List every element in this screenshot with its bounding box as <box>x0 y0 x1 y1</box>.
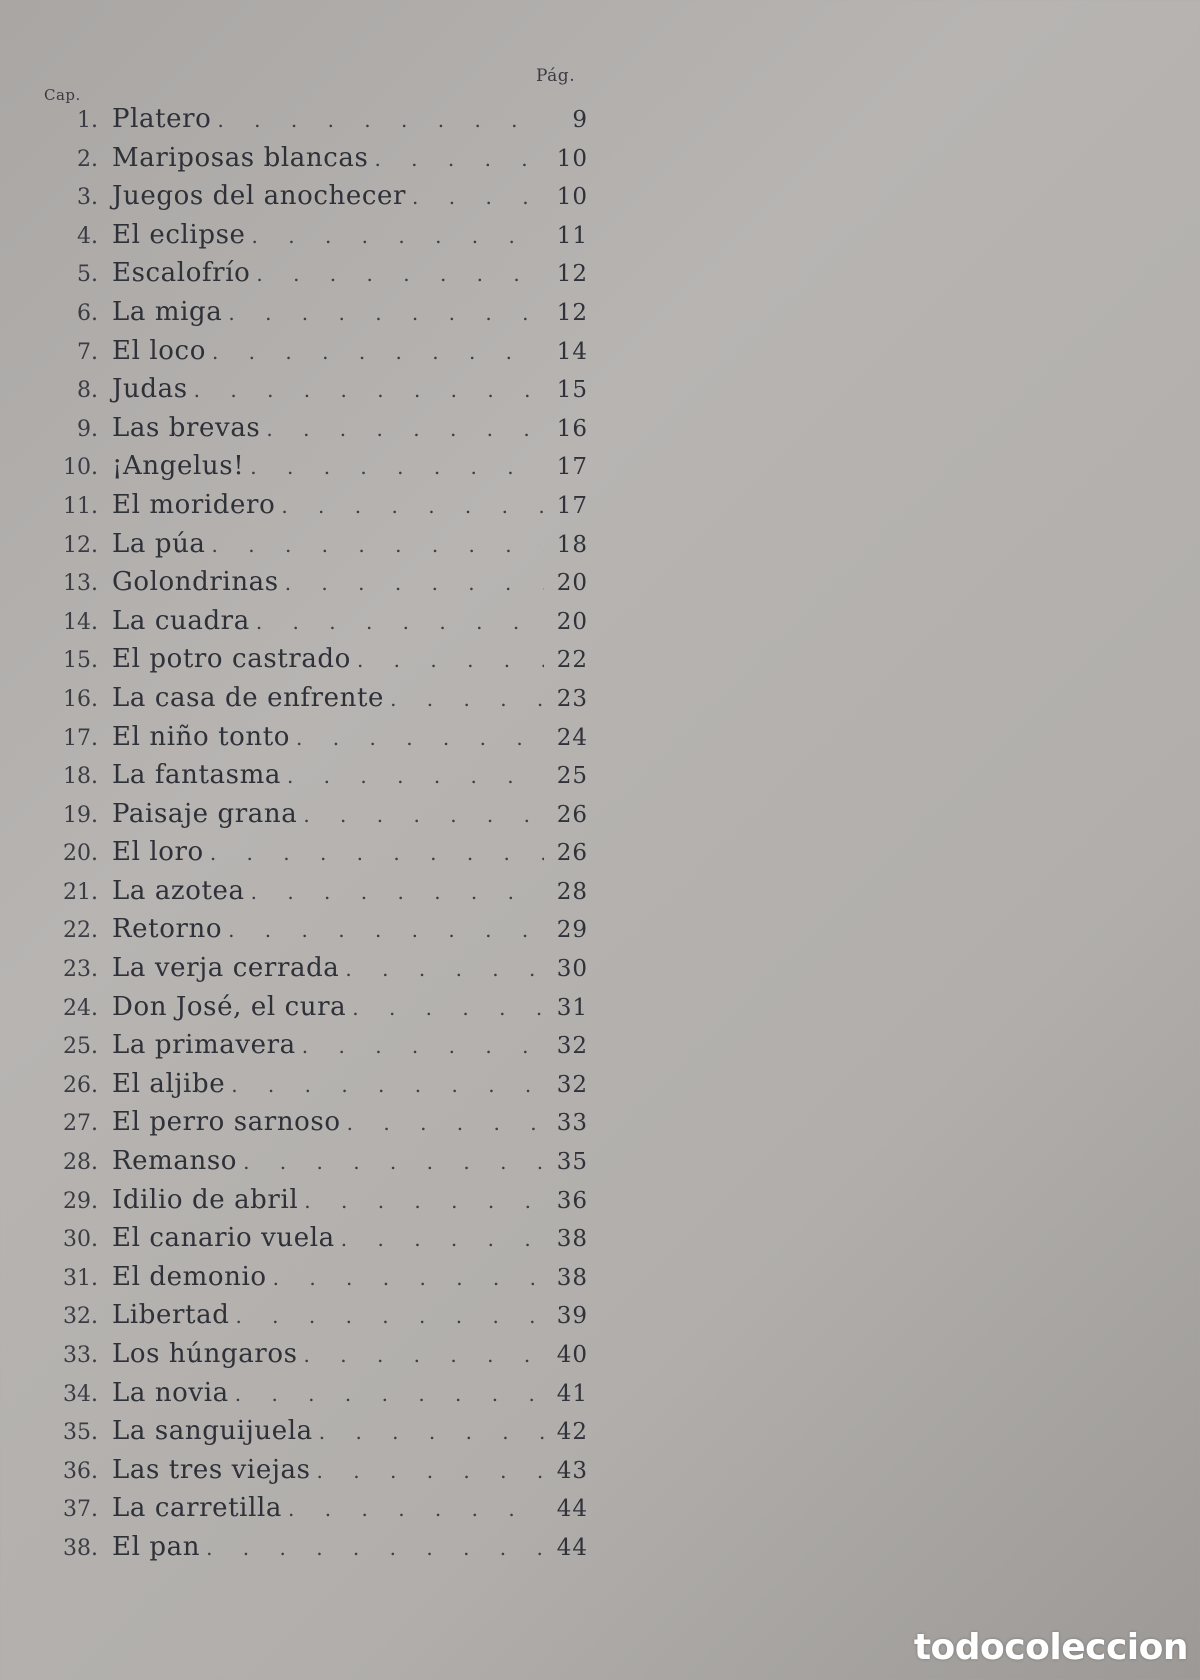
toc-entry <box>28 374 588 413</box>
dot-leader <box>235 1304 544 1328</box>
dot-leader <box>212 533 544 557</box>
dot-leader <box>252 224 544 248</box>
page-number: 17 <box>556 454 588 481</box>
chapter-title: Retorno <box>112 914 223 945</box>
page-number: 36 <box>556 1187 588 1214</box>
page-number: 30 <box>556 956 588 983</box>
chapter-title: Libertad <box>112 1300 230 1331</box>
dot-leader <box>352 996 544 1020</box>
toc-entry <box>28 722 588 761</box>
chapter-title: Golondrinas <box>112 567 279 598</box>
chapter-title: El loco <box>112 335 206 366</box>
dot-leader <box>302 1034 544 1058</box>
chapter-number: 3. <box>77 185 98 211</box>
chapter-number: 11. <box>63 493 98 519</box>
chapter-title: El potro castrado <box>112 644 351 675</box>
toc-entry <box>28 258 588 297</box>
toc-entry <box>28 451 588 490</box>
chapter-title: La carretilla <box>112 1493 283 1524</box>
toc-entry <box>28 490 588 529</box>
chapter-number: 5. <box>77 262 98 288</box>
page-number: 40 <box>556 1342 588 1368</box>
chapter-number: 8. <box>77 378 98 404</box>
dot-leader <box>228 301 544 325</box>
page-number: 12 <box>556 299 588 326</box>
dot-leader <box>256 262 544 286</box>
dot-leader <box>231 1073 544 1097</box>
chapter-number: 31. <box>63 1265 98 1291</box>
chapter-title: Escalofrío <box>112 258 251 289</box>
dot-leader <box>243 1150 544 1174</box>
page-number: 29 <box>556 917 588 944</box>
dot-leader <box>357 648 544 672</box>
page-number: 10 <box>556 145 588 172</box>
dot-leader <box>266 417 544 441</box>
chapter-title: Platero <box>112 104 212 134</box>
page-number: 41 <box>556 1380 588 1407</box>
page-number: 39 <box>556 1303 588 1330</box>
page-number: 28 <box>556 878 588 905</box>
page-number: 42 <box>556 1419 588 1446</box>
left-toc-list <box>28 104 588 1571</box>
chapter-number: 21. <box>63 879 98 905</box>
chapter-title: El niño tonto <box>112 721 291 752</box>
page-number: 26 <box>556 840 588 867</box>
page-number: 17 <box>556 492 588 519</box>
chapter-title: La sanguijuela <box>112 1416 313 1447</box>
chapter-title: La fantasma <box>112 760 281 791</box>
chapter-number: 26. <box>63 1072 98 1098</box>
chapter-number: 2. <box>77 146 98 172</box>
dot-leader <box>288 1497 544 1521</box>
page-number: 12 <box>556 261 588 288</box>
dot-leader <box>304 1189 544 1213</box>
toc-entry <box>28 1493 588 1532</box>
chapter-number: 23. <box>63 957 98 983</box>
toc-entry <box>28 1069 588 1108</box>
chapter-title: El pan <box>112 1531 201 1562</box>
chapter-number: 6. <box>77 300 98 326</box>
page-number: 10 <box>556 184 588 211</box>
dot-leader <box>206 1536 544 1560</box>
toc-entry <box>28 876 588 915</box>
toc-entry <box>28 1146 588 1185</box>
chapter-number: 18. <box>63 764 98 790</box>
toc-entry <box>28 1262 588 1301</box>
chapter-title: Las brevas <box>112 412 261 443</box>
page-number: 38 <box>556 1226 588 1253</box>
chapter-title: El aljibe <box>112 1068 226 1099</box>
chapter-title: La miga <box>112 296 223 327</box>
chapter-number: 29. <box>63 1188 98 1214</box>
page-number: 16 <box>556 415 588 442</box>
chapter-number: 27. <box>63 1111 98 1137</box>
chapter-title: La verja cerrada <box>112 953 340 984</box>
dot-leader <box>303 803 544 827</box>
chapter-title: El demonio <box>112 1261 267 1292</box>
left-cap-header: Cap. <box>44 86 81 104</box>
chapter-number: 12. <box>63 532 98 558</box>
chapter-number: 10. <box>63 455 98 481</box>
toc-entry <box>28 1378 588 1417</box>
left-pag-header: Pág. <box>536 66 576 86</box>
dot-leader <box>194 378 544 402</box>
chapter-number: 4. <box>77 223 98 249</box>
chapter-number: 33. <box>63 1343 98 1368</box>
page-number: 9 <box>572 107 588 133</box>
chapter-title: La púa <box>112 528 206 559</box>
toc-entry <box>28 683 588 722</box>
chapter-number: 7. <box>77 339 98 365</box>
page-number: 38 <box>556 1264 588 1291</box>
page-number: 23 <box>556 685 588 712</box>
chapter-number: 34. <box>63 1381 98 1407</box>
chapter-title: La primavera <box>112 1030 296 1061</box>
toc-entry <box>28 181 588 220</box>
toc-entry <box>28 1030 588 1069</box>
chapter-number: 13. <box>63 571 98 597</box>
chapter-title: Idilio de abril <box>112 1184 299 1215</box>
page-number: 20 <box>556 608 588 635</box>
chapter-title: El perro sarnoso <box>112 1107 341 1138</box>
chapter-number: 30. <box>63 1227 98 1253</box>
page-number: 33 <box>556 1110 588 1137</box>
chapter-number: 28. <box>63 1150 98 1176</box>
dot-leader <box>304 1343 544 1367</box>
toc-entry <box>28 220 588 259</box>
chapter-title: El moridero <box>112 489 276 520</box>
toc-entry <box>28 1339 588 1378</box>
page-number: 22 <box>556 647 588 674</box>
toc-entry <box>28 760 588 799</box>
toc-entry <box>28 413 588 452</box>
chapter-title: ¡Angelus! <box>112 451 245 482</box>
dot-leader <box>217 108 544 132</box>
dot-leader <box>341 1227 544 1251</box>
chapter-title: Don José, el cura <box>112 991 347 1022</box>
dot-leader <box>212 340 544 364</box>
page-number: 44 <box>556 1534 588 1561</box>
toc-entry <box>28 143 588 182</box>
dot-leader <box>287 764 544 788</box>
toc-entry <box>28 104 588 143</box>
toc-entry <box>28 1223 588 1262</box>
chapter-number: 19. <box>63 802 98 828</box>
chapter-title: La novia <box>112 1377 229 1408</box>
chapter-title: Los húngaros <box>112 1339 298 1369</box>
dot-leader <box>390 687 544 711</box>
chapter-title: El loro <box>112 837 204 868</box>
dot-leader <box>273 1266 544 1290</box>
toc-entry <box>28 953 588 992</box>
dot-leader <box>250 455 544 479</box>
page-number: 14 <box>556 338 588 365</box>
dot-leader <box>412 185 544 209</box>
toc-entry <box>28 1185 588 1224</box>
dot-leader <box>345 957 544 981</box>
chapter-title: El canario vuela <box>112 1223 335 1254</box>
toc-entry <box>28 297 588 336</box>
toc-entry <box>28 1416 588 1455</box>
chapter-title: Juegos del anochecer <box>112 181 407 212</box>
page-number: 31 <box>556 994 588 1021</box>
dot-leader <box>317 1459 544 1483</box>
chapter-number: 17. <box>63 725 98 751</box>
page-number: 24 <box>556 724 588 751</box>
chapter-number: 36. <box>63 1458 98 1484</box>
toc-entry <box>28 606 588 645</box>
page-number: 25 <box>556 763 588 790</box>
chapter-number: 14. <box>63 609 98 635</box>
page-number: 20 <box>556 570 588 597</box>
dot-leader <box>296 726 544 750</box>
toc-entry <box>28 644 588 683</box>
toc-entry <box>28 1107 588 1146</box>
toc-entry <box>28 1455 588 1494</box>
chapter-number: 37. <box>63 1497 98 1523</box>
watermark-logo: todocoleccion <box>913 1627 1188 1668</box>
dot-leader <box>285 571 544 595</box>
page-number: 11 <box>556 222 588 249</box>
toc-entry <box>28 567 588 606</box>
chapter-number: 9. <box>77 416 98 442</box>
chapter-title: La casa de enfrente <box>112 682 385 713</box>
toc-entry <box>28 336 588 375</box>
chapter-title: Las tres viejas <box>112 1454 311 1485</box>
dot-leader <box>319 1420 544 1444</box>
page-number: 35 <box>556 1149 588 1176</box>
chapter-number: 32. <box>63 1304 98 1330</box>
dot-leader <box>281 494 544 518</box>
dot-leader <box>347 1111 544 1135</box>
chapter-number: 24. <box>63 995 98 1021</box>
page-number: 15 <box>556 377 588 404</box>
toc-entry <box>28 799 588 838</box>
dot-leader <box>210 841 544 865</box>
dot-leader <box>228 918 544 942</box>
chapter-number: 15. <box>63 648 98 674</box>
page-number: 26 <box>556 801 588 828</box>
chapter-number: 16. <box>63 686 98 712</box>
chapter-title: Mariposas blancas <box>112 142 369 173</box>
chapter-title: Paisaje grana <box>112 798 298 829</box>
chapter-number: 35. <box>63 1420 98 1446</box>
toc-entry <box>28 1532 588 1571</box>
page-number: 43 <box>556 1457 588 1484</box>
page-number: 32 <box>556 1071 588 1098</box>
toc-entry <box>28 914 588 953</box>
chapter-title: La azotea <box>112 875 245 906</box>
toc-entry <box>28 1300 588 1339</box>
toc-entry <box>28 992 588 1031</box>
dot-leader <box>251 880 544 904</box>
page-number: 18 <box>556 531 588 558</box>
dot-leader <box>256 610 544 634</box>
chapter-number: 25. <box>63 1034 98 1060</box>
chapter-title: Judas <box>112 374 188 405</box>
chapter-number: 38. <box>63 1535 98 1561</box>
toc-entry <box>28 837 588 876</box>
chapter-title: Remanso <box>112 1146 238 1177</box>
chapter-number: 20. <box>63 841 98 867</box>
chapter-title: La cuadra <box>112 605 250 636</box>
dot-leader <box>374 147 544 171</box>
dot-leader <box>235 1382 544 1406</box>
chapter-number: 22. <box>63 918 98 944</box>
page-number: 32 <box>556 1033 588 1060</box>
chapter-number: 1. <box>77 108 98 133</box>
toc-entry <box>28 529 588 568</box>
page-number: 44 <box>556 1496 588 1523</box>
chapter-title: El eclipse <box>112 219 246 250</box>
